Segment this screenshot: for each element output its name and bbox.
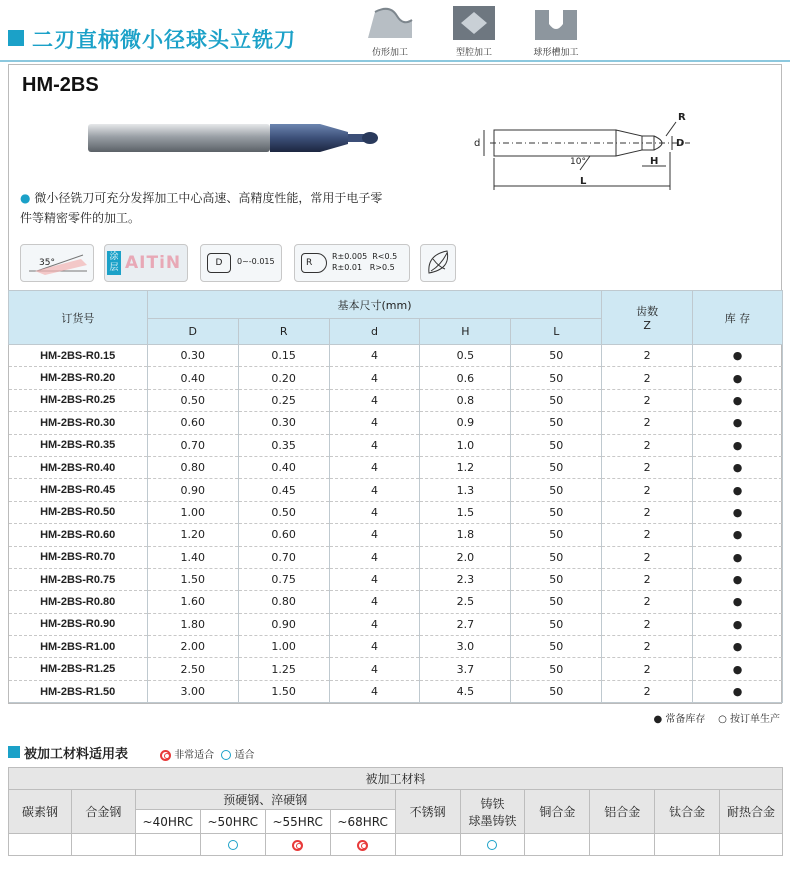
table-cell: 2.0 xyxy=(420,546,511,568)
rating-cell xyxy=(655,834,720,856)
header-teeth-label: 齿数 xyxy=(636,305,659,318)
order-number-cell: HM-2BS-R0.30 xyxy=(9,412,148,434)
coating-prefix: 涂层 xyxy=(107,251,121,275)
order-number-cell: HM-2BS-R0.80 xyxy=(9,591,148,613)
order-symbol: ○ xyxy=(718,714,727,725)
radius-tolerance-small: R±0.005 R<0.5 xyxy=(332,252,398,261)
table-cell: 4 xyxy=(329,636,420,658)
process-label: 球形槽加工 xyxy=(533,48,579,58)
materials-table xyxy=(8,767,783,856)
table-cell: 4 xyxy=(329,367,420,389)
table-cell: 2 xyxy=(602,524,693,546)
materials-group-header: 被加工材料 xyxy=(9,768,783,790)
table-cell: 2.3 xyxy=(420,568,511,590)
stock-cell: ● xyxy=(693,546,783,568)
table-cell: 50 xyxy=(511,613,602,635)
order-number-cell: HM-2BS-R0.20 xyxy=(9,367,148,389)
table-row xyxy=(9,636,783,658)
rating-cell xyxy=(395,834,460,856)
material-cast-iron: 铸铁 球墨铸铁 xyxy=(460,790,525,834)
rating-cell xyxy=(9,834,72,856)
table-cell: 0.80 xyxy=(238,591,329,613)
very-suitable-icon xyxy=(357,840,368,851)
order-number-cell: HM-2BS-R0.50 xyxy=(9,501,148,523)
subheader-h: H xyxy=(420,319,511,345)
table-row xyxy=(9,412,783,434)
table-cell: 4 xyxy=(329,456,420,478)
stock-symbol: ● xyxy=(653,714,663,725)
label-d: d xyxy=(474,138,481,149)
coating-badge xyxy=(104,244,188,282)
table-cell: 50 xyxy=(511,591,602,613)
table-row xyxy=(9,479,783,501)
stock-cell: ● xyxy=(693,412,783,434)
model-name: HM-2BS xyxy=(22,74,99,96)
stock-cell: ● xyxy=(693,367,783,389)
stock-cell: ● xyxy=(693,680,783,702)
tool-drawing xyxy=(470,108,710,192)
hardness-2: ~50HRC xyxy=(200,810,265,834)
rating-cell xyxy=(330,834,395,856)
table-row xyxy=(9,367,783,389)
table-cell: 1.60 xyxy=(147,591,238,613)
process-label: 仿形加工 xyxy=(371,48,408,58)
table-cell: 2 xyxy=(602,367,693,389)
table-row xyxy=(9,613,783,635)
rating-cell xyxy=(525,834,590,856)
page-title: 二刃直柄微小径球头立铣刀 xyxy=(32,28,296,52)
very-suitable-label: 非常适合 xyxy=(174,750,215,761)
rating-cell xyxy=(200,834,265,856)
table-cell: 50 xyxy=(511,367,602,389)
process-cavity xyxy=(444,4,504,58)
table-cell: 0.70 xyxy=(238,546,329,568)
label-L: L xyxy=(580,176,587,187)
subheader-r: R xyxy=(238,319,329,345)
stock-cell: ● xyxy=(693,568,783,590)
stock-cell: ● xyxy=(693,389,783,411)
table-cell: 1.2 xyxy=(420,456,511,478)
order-label: 按订单生产 xyxy=(730,714,780,725)
rating-cell xyxy=(720,834,783,856)
table-cell: 4 xyxy=(329,524,420,546)
table-cell: 2 xyxy=(602,680,693,702)
header-divider xyxy=(0,60,790,62)
table-cell: 2 xyxy=(602,434,693,456)
label-D: D xyxy=(676,138,685,149)
diameter-tolerance-badge xyxy=(200,244,282,282)
stock-label: 常备库存 xyxy=(665,714,706,725)
table-cell: 4.5 xyxy=(420,680,511,702)
material-aluminum-alloy: 铝合金 xyxy=(590,790,655,834)
title-marker xyxy=(8,30,24,46)
contour-machining-icon xyxy=(365,4,415,42)
table-cell: 1.20 xyxy=(147,524,238,546)
table-cell: 2 xyxy=(602,546,693,568)
table-cell: 1.0 xyxy=(420,434,511,456)
table-row xyxy=(9,546,783,568)
material-titanium-alloy: 钛合金 xyxy=(655,790,720,834)
table-row xyxy=(9,345,783,367)
order-number-cell: HM-2BS-R0.45 xyxy=(9,479,148,501)
table-cell: 2 xyxy=(602,479,693,501)
table-cell: 2 xyxy=(602,613,693,635)
stock-cell: ● xyxy=(693,501,783,523)
table-cell: 50 xyxy=(511,456,602,478)
table-row xyxy=(9,389,783,411)
table-cell: 0.50 xyxy=(238,501,329,523)
diameter-symbol: D xyxy=(207,253,231,273)
label-R: R xyxy=(678,112,686,123)
table-cell: 0.90 xyxy=(147,479,238,501)
subheader-l: L xyxy=(511,319,602,345)
table-cell: 1.00 xyxy=(147,501,238,523)
table-cell: 4 xyxy=(329,591,420,613)
order-number-cell: HM-2BS-R0.15 xyxy=(9,345,148,367)
material-stainless-steel: 不锈钢 xyxy=(395,790,460,834)
table-cell: 1.8 xyxy=(420,524,511,546)
table-cell: 50 xyxy=(511,524,602,546)
suitable-label: 适合 xyxy=(234,750,255,761)
table-cell: 0.50 xyxy=(147,389,238,411)
table-cell: 1.50 xyxy=(238,680,329,702)
table-cell: 3.7 xyxy=(420,658,511,680)
materials-legend xyxy=(160,746,255,761)
table-cell: 0.75 xyxy=(238,568,329,590)
label-angle: 10° xyxy=(570,157,586,167)
stock-cell: ● xyxy=(693,524,783,546)
table-cell: 50 xyxy=(511,389,602,411)
table-cell: 50 xyxy=(511,658,602,680)
stock-cell: ● xyxy=(693,658,783,680)
table-cell: 4 xyxy=(329,434,420,456)
helix-angle-value: 35° xyxy=(39,258,55,268)
table-cell: 50 xyxy=(511,479,602,501)
rating-cell xyxy=(71,834,135,856)
table-cell: 0.15 xyxy=(238,345,329,367)
table-cell: 0.70 xyxy=(147,434,238,456)
stock-cell: ● xyxy=(693,591,783,613)
table-cell: 0.30 xyxy=(147,345,238,367)
rating-cell xyxy=(460,834,525,856)
table-cell: 50 xyxy=(511,546,602,568)
header-teeth xyxy=(602,291,693,345)
table-cell: 50 xyxy=(511,568,602,590)
stock-cell: ● xyxy=(693,456,783,478)
table-cell: 1.40 xyxy=(147,546,238,568)
rating-cell xyxy=(265,834,330,856)
order-number-cell: HM-2BS-R0.25 xyxy=(9,389,148,411)
table-cell: 2 xyxy=(602,636,693,658)
diameter-tolerance: 0~-0.015 xyxy=(237,257,275,266)
table-row xyxy=(9,501,783,523)
suitable-icon xyxy=(487,840,497,850)
very-suitable-icon xyxy=(160,750,171,761)
material-heat-resistant-alloy: 耐热合金 xyxy=(720,790,783,834)
table-cell: 4 xyxy=(329,613,420,635)
table-cell: 0.90 xyxy=(238,613,329,635)
table-cell: 3.00 xyxy=(147,680,238,702)
subheader-d: D xyxy=(147,319,238,345)
table-cell: 0.5 xyxy=(420,345,511,367)
table-cell: 0.6 xyxy=(420,367,511,389)
hardness-3: ~55HRC xyxy=(265,810,330,834)
table-cell: 0.30 xyxy=(238,412,329,434)
process-label: 型腔加工 xyxy=(455,48,492,58)
stock-cell: ● xyxy=(693,434,783,456)
coating-name: AITiN xyxy=(125,253,182,273)
table-cell: 2.7 xyxy=(420,613,511,635)
table-cell: 2 xyxy=(602,501,693,523)
table-row xyxy=(9,524,783,546)
order-number-cell: HM-2BS-R0.40 xyxy=(9,456,148,478)
table-cell: 4 xyxy=(329,658,420,680)
table-cell: 4 xyxy=(329,568,420,590)
header-stock: 库 存 xyxy=(693,291,783,345)
material-alloy-steel: 合金钢 xyxy=(71,790,135,834)
order-number-cell: HM-2BS-R1.25 xyxy=(9,658,148,680)
stock-cell: ● xyxy=(693,636,783,658)
radius-symbol: R xyxy=(301,253,327,273)
table-cell: 0.25 xyxy=(238,389,329,411)
helix-angle-icon xyxy=(21,245,95,281)
materials-title: 被加工材料适用表 xyxy=(24,747,129,762)
materials-marker xyxy=(8,746,20,758)
header-order-number: 订货号 xyxy=(9,291,148,345)
table-row xyxy=(9,680,783,702)
table-cell: 50 xyxy=(511,636,602,658)
stock-cell: ● xyxy=(693,479,783,501)
table-row xyxy=(9,434,783,456)
material-carbon-steel: 碳素钢 xyxy=(9,790,72,834)
tool-photo xyxy=(86,118,386,158)
ball-end-icon xyxy=(421,245,457,281)
table-cell: 4 xyxy=(329,546,420,568)
table-cell: 2 xyxy=(602,345,693,367)
ball-end-badge xyxy=(420,244,456,282)
stock-legend xyxy=(560,710,780,725)
table-row xyxy=(9,658,783,680)
suitable-icon xyxy=(228,840,238,850)
order-number-cell: HM-2BS-R0.90 xyxy=(9,613,148,635)
table-cell: 50 xyxy=(511,680,602,702)
radius-tolerance-badge xyxy=(294,244,410,282)
table-row xyxy=(9,568,783,590)
rating-cell xyxy=(135,834,200,856)
table-cell: 1.00 xyxy=(238,636,329,658)
header-basic-dimensions: 基本尺寸(mm) xyxy=(147,291,601,319)
table-cell: 0.80 xyxy=(147,456,238,478)
table-row xyxy=(9,456,783,478)
table-cell: 4 xyxy=(329,680,420,702)
product-description xyxy=(20,188,390,228)
material-copper-alloy: 铜合金 xyxy=(525,790,590,834)
table-cell: 4 xyxy=(329,345,420,367)
cavity-machining-icon xyxy=(449,4,499,42)
ball-groove-icon xyxy=(531,4,581,42)
table-cell: 1.3 xyxy=(420,479,511,501)
process-contour xyxy=(360,4,420,58)
bullet-icon: ● xyxy=(20,191,31,205)
table-cell: 2.00 xyxy=(147,636,238,658)
table-cell: 1.5 xyxy=(420,501,511,523)
helix-angle-badge xyxy=(20,244,94,282)
table-cell: 0.60 xyxy=(147,412,238,434)
table-cell: 50 xyxy=(511,434,602,456)
table-cell: 0.40 xyxy=(147,367,238,389)
table-cell: 3.0 xyxy=(420,636,511,658)
table-cell: 0.40 xyxy=(238,456,329,478)
order-number-cell: HM-2BS-R1.50 xyxy=(9,680,148,702)
radius-tolerance-large: R±0.01 R>0.5 xyxy=(332,263,395,272)
table-cell: 4 xyxy=(329,412,420,434)
order-number-cell: HM-2BS-R1.00 xyxy=(9,636,148,658)
table-cell: 1.25 xyxy=(238,658,329,680)
table-cell: 1.50 xyxy=(147,568,238,590)
order-number-cell: HM-2BS-R0.35 xyxy=(9,434,148,456)
table-cell: 2.5 xyxy=(420,591,511,613)
table-cell: 4 xyxy=(329,389,420,411)
table-cell: 0.35 xyxy=(238,434,329,456)
table-cell: 0.60 xyxy=(238,524,329,546)
label-H: H xyxy=(650,156,659,167)
material-hardened-steel: 预硬钢、淬硬钢 xyxy=(135,790,395,810)
hardness-1: ~40HRC xyxy=(135,810,200,834)
process-ball-groove xyxy=(526,4,586,58)
table-cell: 2 xyxy=(602,456,693,478)
header-teeth-sub: Z xyxy=(643,319,651,332)
description-text: 微小径铣刀可充分发挥加工中心高速、高精度性能，常用于电子零件等精密零件的加工。 xyxy=(20,191,383,225)
table-cell: 0.45 xyxy=(238,479,329,501)
table-cell: 4 xyxy=(329,501,420,523)
table-cell: 50 xyxy=(511,345,602,367)
table-cell: 50 xyxy=(511,501,602,523)
table-cell: 2 xyxy=(602,389,693,411)
stock-cell: ● xyxy=(693,613,783,635)
table-cell: 0.20 xyxy=(238,367,329,389)
hardness-4: ~68HRC xyxy=(330,810,395,834)
table-row xyxy=(9,591,783,613)
stock-cell: ● xyxy=(693,345,783,367)
order-number-cell: HM-2BS-R0.70 xyxy=(9,546,148,568)
table-cell: 2 xyxy=(602,658,693,680)
table-cell: 2 xyxy=(602,568,693,590)
very-suitable-icon xyxy=(292,840,303,851)
rating-cell xyxy=(590,834,655,856)
table-cell: 1.80 xyxy=(147,613,238,635)
table-cell: 0.8 xyxy=(420,389,511,411)
order-number-cell: HM-2BS-R0.60 xyxy=(9,524,148,546)
suitable-icon xyxy=(221,750,231,760)
table-cell: 2.50 xyxy=(147,658,238,680)
spec-table xyxy=(8,290,783,703)
table-cell: 2 xyxy=(602,591,693,613)
table-cell: 0.9 xyxy=(420,412,511,434)
table-cell: 50 xyxy=(511,412,602,434)
table-cell: 2 xyxy=(602,412,693,434)
table-cell: 4 xyxy=(329,479,420,501)
subheader-d: d xyxy=(329,319,420,345)
order-number-cell: HM-2BS-R0.75 xyxy=(9,568,148,590)
